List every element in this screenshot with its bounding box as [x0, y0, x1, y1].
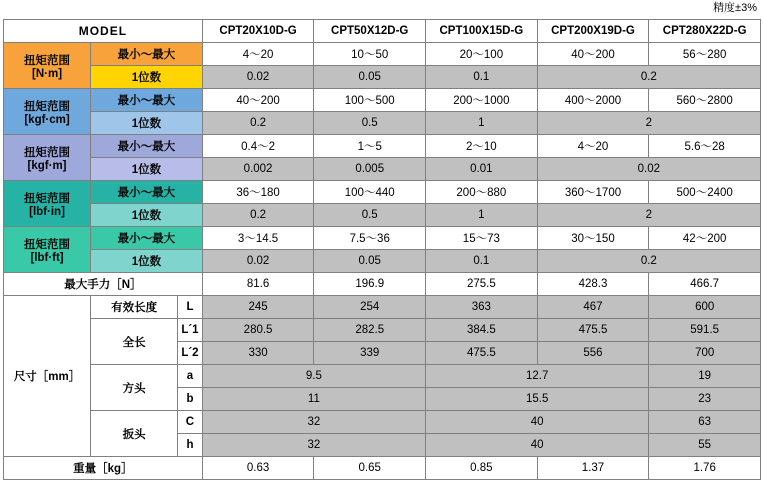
cell-C-3: 63: [649, 411, 761, 434]
cell-maxforce-5: 466.7: [649, 273, 761, 296]
torque-range-unit: [lbf·ft]: [30, 251, 64, 264]
cell-lbfin-minmax-3: 200～880: [426, 181, 538, 204]
cell-maxforce-3: 275.5: [426, 273, 538, 296]
row-label-torque-range-lbfin: [4, 181, 91, 227]
model-col-5: CPT280X22D-G: [649, 20, 761, 43]
cell-L1-1: 280.5: [202, 319, 314, 342]
cell-kgfm-minmax-1: 0.4～2: [202, 135, 314, 158]
cell-lbfft-minmax-4: 30～150: [537, 227, 649, 250]
cell-nm-minmax-4: 40～200: [537, 43, 649, 66]
cell-b-1: 11: [202, 388, 425, 411]
cell-kgfm-digit-3: 0.01: [426, 158, 538, 181]
cell-lbfft-minmax-5: 42～200: [649, 227, 761, 250]
cell-a-1: 9.5: [202, 365, 425, 388]
cell-nm-digit-4: 0.2: [537, 66, 760, 89]
row-label-torque-range-kgfcm: [4, 89, 91, 135]
cell-lbfin-digit-1: 0.2: [202, 204, 314, 227]
table-row: [4, 181, 761, 204]
cell-kgfm-minmax-3: 2～10: [426, 135, 538, 158]
table-row: [4, 112, 761, 135]
cell-lbfft-digit-2: 0.05: [314, 250, 426, 273]
row-label-total-length: 全长: [91, 319, 178, 365]
row-label-digit-lbfft: 1位数: [91, 250, 203, 273]
cell-L-3: 363: [426, 296, 538, 319]
cell-L-2: 254: [314, 296, 426, 319]
cell-kgfcm-digit-3: 1: [426, 112, 538, 135]
cell-lbfin-digit-3: 1: [426, 204, 538, 227]
torque-range-unit: [N·m]: [32, 67, 63, 80]
cell-C-2: 40: [426, 411, 649, 434]
table-row: [4, 66, 761, 89]
torque-range-text: 扭矩范围: [24, 54, 71, 67]
cell-L2-3: 475.5: [426, 342, 538, 365]
row-label-square-head: 方头: [91, 365, 178, 411]
row-label-a: a: [178, 365, 203, 388]
cell-lbfin-minmax-4: 360～1700: [537, 181, 649, 204]
cell-kgfm-digit-4: 0.02: [537, 158, 760, 181]
row-label-h: h: [178, 434, 203, 457]
row-label-b: b: [178, 388, 203, 411]
torque-range-unit: [kgf·cm]: [24, 113, 70, 126]
model-col-1: CPT20X10D-G: [202, 20, 314, 43]
row-label-torque-range-lbfft: [4, 227, 91, 273]
cell-lbfft-digit-4: 0.2: [537, 250, 760, 273]
cell-b-3: 23: [649, 388, 761, 411]
row-label-minmax-kgfm: 最小～最大: [91, 135, 203, 158]
cell-lbfin-minmax-2: 100～440: [314, 181, 426, 204]
cell-kgfm-digit-2: 0.005: [314, 158, 426, 181]
cell-maxforce-1: 81.6: [202, 273, 314, 296]
table-row: [4, 319, 761, 342]
row-label-max-hand-force: 最大手力［N］: [4, 273, 203, 296]
cell-nm-minmax-3: 20～100: [426, 43, 538, 66]
cell-lbfft-minmax-2: 7.5～36: [314, 227, 426, 250]
cell-nm-digit-1: 0.02: [202, 66, 314, 89]
cell-weight-3: 0.85: [426, 457, 538, 480]
model-header: MODEL: [4, 20, 203, 43]
cell-weight-5: 1.76: [649, 457, 761, 480]
cell-kgfm-minmax-5: 5.6～28: [649, 135, 761, 158]
table-row: [4, 135, 761, 158]
cell-maxforce-4: 428.3: [537, 273, 649, 296]
model-col-2: CPT50X12D-G: [314, 20, 426, 43]
cell-nm-minmax-2: 10～50: [314, 43, 426, 66]
cell-kgfcm-minmax-5: 560～2800: [649, 89, 761, 112]
cell-lbfin-digit-2: 0.5: [314, 204, 426, 227]
table-row: [4, 273, 761, 296]
row-label-wrench-head: 扳头: [91, 411, 178, 457]
cell-C-1: 32: [202, 411, 425, 434]
cell-lbfin-minmax-1: 36～180: [202, 181, 314, 204]
row-label-C: C: [178, 411, 203, 434]
cell-L1-4: 475.5: [537, 319, 649, 342]
cell-a-3: 19: [649, 365, 761, 388]
cell-weight-4: 1.37: [537, 457, 649, 480]
row-label-weight: 重量［kg］: [4, 457, 203, 480]
cell-nm-digit-3: 0.1: [426, 66, 538, 89]
row-label-digit-lbfin: 1位数: [91, 204, 203, 227]
torque-range-text: 扭矩范围: [24, 100, 71, 113]
row-label-L1: L´1: [178, 319, 203, 342]
model-col-4: CPT200X19D-G: [537, 20, 649, 43]
cell-h-2: 40: [426, 434, 649, 457]
cell-L2-5: 700: [649, 342, 761, 365]
cell-nm-digit-2: 0.05: [314, 66, 426, 89]
cell-L-5: 600: [649, 296, 761, 319]
torque-range-unit: [lbf·in]: [29, 205, 65, 218]
cell-kgfcm-minmax-2: 100～500: [314, 89, 426, 112]
cell-L2-4: 556: [537, 342, 649, 365]
model-col-3: CPT100X15D-G: [426, 20, 538, 43]
torque-range-text: 扭矩范围: [24, 238, 71, 251]
cell-kgfcm-digit-4: 2: [537, 112, 760, 135]
row-label-minmax-lbfin: 最小～最大: [91, 181, 203, 204]
cell-kgfm-minmax-4: 4～20: [537, 135, 649, 158]
table-row: [4, 158, 761, 181]
cell-L1-2: 282.5: [314, 319, 426, 342]
cell-lbfft-minmax-3: 15～73: [426, 227, 538, 250]
cell-L2-2: 339: [314, 342, 426, 365]
cell-h-3: 55: [649, 434, 761, 457]
row-label-minmax-kgfcm: 最小～最大: [91, 89, 203, 112]
cell-kgfm-digit-1: 0.002: [202, 158, 314, 181]
cell-lbfft-minmax-1: 3～14.5: [202, 227, 314, 250]
row-label-effective-length: 有效长度: [91, 296, 178, 319]
cell-h-1: 32: [202, 434, 425, 457]
table-row: [4, 411, 761, 434]
cell-lbfin-digit-4: 2: [537, 204, 760, 227]
cell-lbfin-minmax-5: 500～2400: [649, 181, 761, 204]
row-label-minmax-lbfft: 最小～最大: [91, 227, 203, 250]
cell-weight-1: 0.63: [202, 457, 314, 480]
cell-nm-minmax-1: 4～20: [202, 43, 314, 66]
table-row: [4, 296, 761, 319]
row-label-minmax-nm: 最小～最大: [91, 43, 203, 66]
row-label-digit-nm: 1位数: [91, 66, 203, 89]
cell-lbfft-digit-1: 0.02: [202, 250, 314, 273]
cell-kgfcm-digit-1: 0.2: [202, 112, 314, 135]
table-row: [4, 204, 761, 227]
table-row: [4, 457, 761, 480]
torque-range-text: 扭矩范围: [24, 192, 71, 205]
table-row: [4, 43, 761, 66]
row-label-torque-range-kgfm: [4, 135, 91, 181]
cell-kgfm-minmax-2: 1～5: [314, 135, 426, 158]
row-label-L: L: [178, 296, 203, 319]
cell-a-2: 12.7: [426, 365, 649, 388]
cell-kgfcm-minmax-1: 40～200: [202, 89, 314, 112]
torque-range-unit: [kgf·m]: [27, 159, 67, 172]
cell-L1-3: 384.5: [426, 319, 538, 342]
row-label-digit-kgfm: 1位数: [91, 158, 203, 181]
cell-b-2: 15.5: [426, 388, 649, 411]
cell-kgfcm-minmax-3: 200～1000: [426, 89, 538, 112]
row-label-torque-range-nm: [4, 43, 91, 89]
table-header-row: [4, 20, 761, 43]
row-label-digit-kgfcm: 1位数: [91, 112, 203, 135]
cell-weight-2: 0.65: [314, 457, 426, 480]
table-row: [4, 227, 761, 250]
cell-nm-minmax-5: 56～280: [649, 43, 761, 66]
table-row: [4, 89, 761, 112]
table-row: [4, 250, 761, 273]
cell-kgfcm-minmax-4: 400～2000: [537, 89, 649, 112]
specification-table: [3, 19, 761, 480]
row-label-dimensions: 尺寸［mm］: [4, 296, 91, 457]
cell-maxforce-2: 196.9: [314, 273, 426, 296]
cell-L-4: 467: [537, 296, 649, 319]
torque-range-text: 扭矩范围: [24, 146, 71, 159]
cell-L-1: 245: [202, 296, 314, 319]
cell-lbfft-digit-3: 0.1: [426, 250, 538, 273]
table-row: [4, 365, 761, 388]
cell-L2-1: 330: [202, 342, 314, 365]
row-label-L2: L´2: [178, 342, 203, 365]
cell-L1-5: 591.5: [649, 319, 761, 342]
accuracy-note: 精度±3%: [713, 2, 757, 14]
cell-kgfcm-digit-2: 0.5: [314, 112, 426, 135]
